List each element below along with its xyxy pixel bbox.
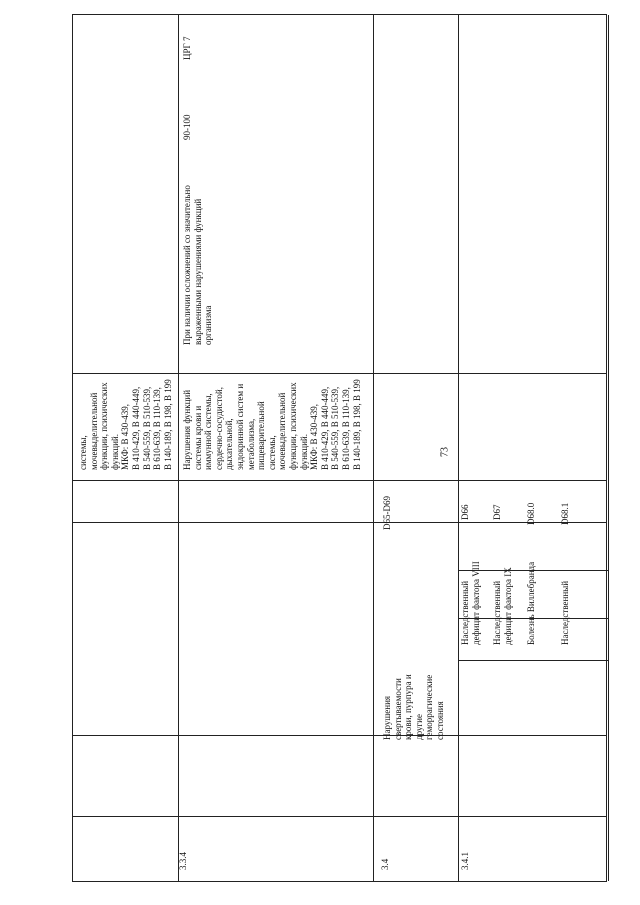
disease-name: Болезнь Виллебранда <box>526 561 536 645</box>
row-number: 3.4 <box>380 858 390 870</box>
function-text-cont: системы, мочевыделительной функции, психических функций. МКФ: В 430-439, В 410-429, В 440-449, В 540-559, В 510-539, В 610-639, В 110-139, В 140-189, В 198, В 199 <box>78 379 173 470</box>
row-number: 3.4.1 <box>460 852 470 870</box>
disease-code: D68.0 <box>526 502 536 525</box>
extra-code: ЦРГ 7 <box>182 36 192 60</box>
assessment-text: При наличии осложнений со значительно выраженными нарушениями функций организма <box>182 185 214 345</box>
page-number: 73 <box>439 447 451 457</box>
disease-code: D66 <box>460 504 470 520</box>
percent-range: 90-100 <box>182 114 192 140</box>
disease-name: Наследственный дефицит фактора IX <box>492 567 513 645</box>
row-number: 3.3.4 <box>178 852 188 870</box>
row-divider <box>73 735 606 736</box>
row-divider <box>73 816 606 817</box>
mkb-code: D65-D69 <box>382 496 392 530</box>
disease-name: Наследственный дефицит фактора VIII <box>460 561 481 645</box>
row-separator <box>373 15 374 881</box>
subrow-divider <box>458 660 608 661</box>
disease-code: D67 <box>492 504 502 520</box>
row-separator <box>608 15 609 881</box>
disease-name: Наследственный <box>560 580 570 645</box>
row-separator <box>458 15 459 881</box>
function-text: Нарушения функций системы крови и иммунной системы, сердечно-сосудистой, дыхательной, эндокринной систем и метаболизма, пищеварительной системы, мочевыделительной функции, психических функций. МКФ: В 430-439, В 410-429, В 440-449, В 540-559, В 510-539, В 610-639, В 110-139, В 140-189, В 198, В 199 <box>182 379 362 470</box>
disease-code: D68.1 <box>560 502 570 525</box>
row-divider <box>73 480 606 481</box>
row-separator <box>178 15 179 881</box>
group-name: Нарушения свертываемости крови, пурпура и другие геморрагические состояния <box>382 674 445 740</box>
